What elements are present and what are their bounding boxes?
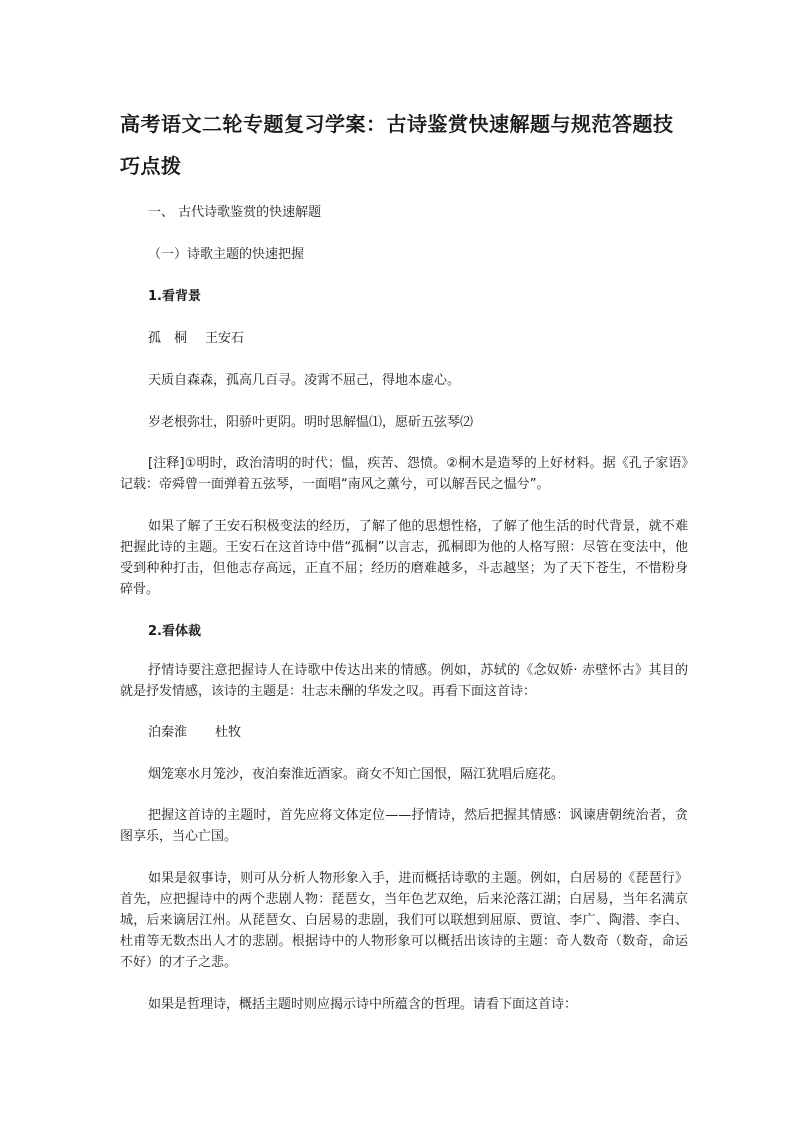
poem1-title-line <box>148 328 688 349</box>
point2-heading: 2.看体裁 <box>148 624 201 639</box>
poem2-author: 杜牧 <box>215 725 242 740</box>
poem1-author: 王安石 <box>205 331 245 346</box>
point1-analysis: 如果了解了王安石积极变法的经历，了解了他的思想性格，了解了他生活的时代背景，就不难把握此诗的主题。王安石在这首诗中借“孤桐”以言志，孤桐即为他的人格写照：尽管在变法中，他受到种种打击，但他志存高远，正直不屈；经历的磨难越多，斗志越坚；为了天下苍生，不惜粉身碎骨。 <box>120 519 688 597</box>
document-title: 高考语文二轮专题复习学案：古诗鉴赏快速解题与规范答题技巧点拨 <box>120 112 674 178</box>
poem2-line: 烟笼寒水月笼沙，夜泊秦淮近酒家。商女不知亡国恨，隔江犹唱后庭花。 <box>148 767 565 782</box>
subsection-heading: （一）诗歌主题的快速把握 <box>148 247 305 262</box>
poem2-title: 泊秦淮 <box>148 725 188 740</box>
point2-para3: 如果是叙事诗，则可从分析人物形象入手，进而概括诗歌的主题。例如，白居易的《琵琶行》首先，应把握诗中的两个悲剧人物：琵琶女，当年色艺双绝，后来沦落江湖；白居易，当年名满京城，后来谪居江州。从琵琶女、白居易的悲剧，我们可以联想到屈原、贾谊、李广、陶潜、李白、杜甫等无数杰出人才的悲剧。根据诗中的人物形象可以概括出该诗的主题：奇人数奇（数奇，命运不好）的才子之悲。 <box>120 871 688 970</box>
point2-para4: 如果是哲理诗，概括主题时则应揭示诗中所蕴含的哲理。请看下面这首诗： <box>148 997 578 1012</box>
poem1-title: 孤 桐 <box>148 331 188 346</box>
section-heading: 一、 古代诗歌鉴赏的快速解题 <box>148 205 322 220</box>
poem1-line1: 天质自森森，孤高几百寻。凌霄不屈己，得地本虚心。 <box>148 373 461 388</box>
poem2-title-line <box>148 722 688 743</box>
poem1-line2: 岁老根弥壮，阳骄叶更阴。明时思解愠⑴，愿斫五弦琴⑵ <box>148 415 474 430</box>
point1-heading: 1.看背景 <box>148 289 201 304</box>
poem1-note: [注释]①明时，政治清明的时代；愠，疾苦、怨愤。②桐木是造琴的上好材料。据《孔子家语》记载：帝舜曾一面弹着五弦琴，一面唱“南风之薰兮，可以解吾民之愠兮”。 <box>120 456 688 492</box>
point2-para1: 抒情诗要注意把握诗人在诗歌中传达出来的情感。例如，苏轼的《念奴娇· 赤壁怀古》其目的就是抒发情感，该诗的主题是：壮志未酬的华发之叹。再看下面这首诗： <box>120 663 688 699</box>
point2-para2: 把握这首诗的主题时，首先应将文体定位——抒情诗，然后把握其情感：讽谏唐朝统治者，贪图享乐，当心亡国。 <box>120 808 688 844</box>
